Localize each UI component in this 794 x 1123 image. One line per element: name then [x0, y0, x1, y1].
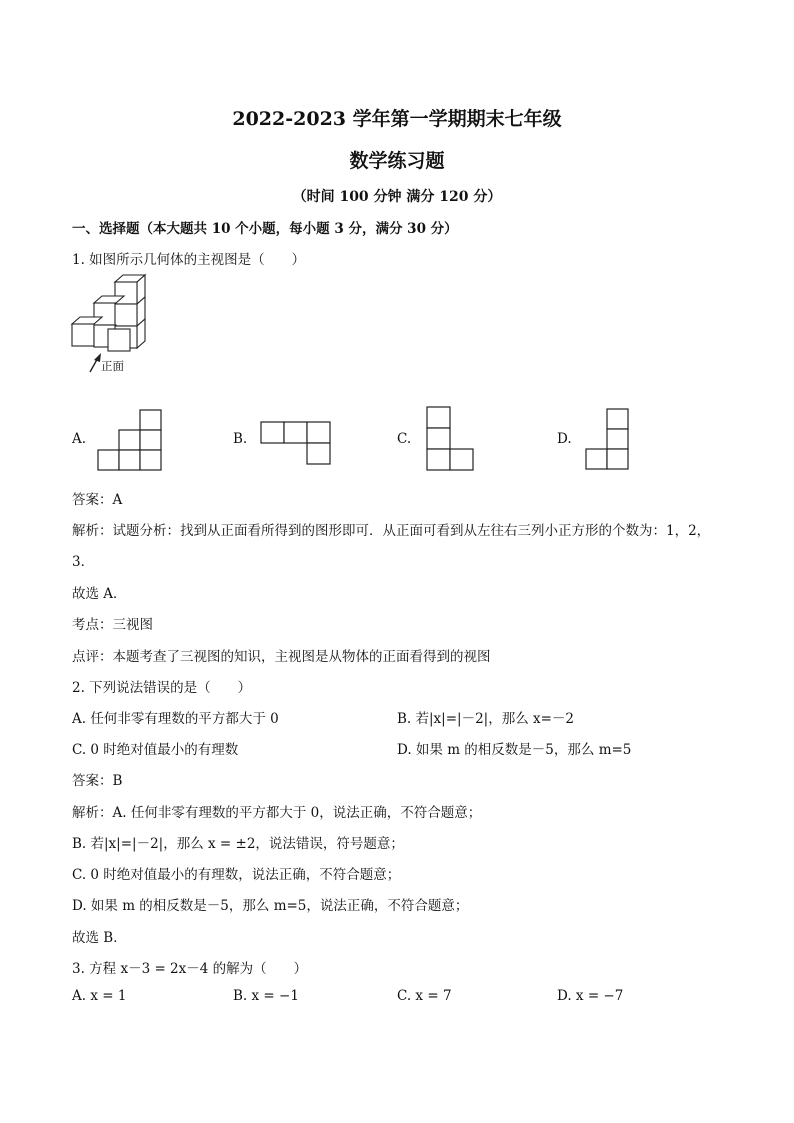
section-heading: 一、选择题（本大题共 10 个小题，每小题 3 分，满分 30 分） [72, 221, 458, 237]
q2-option-c: C. 0 时绝对值最小的有理数 [72, 742, 239, 758]
q1-answer: 答案：A [72, 492, 123, 508]
q1-dianping: 点评：本题考查了三视图的知识，主视图是从物体的正面看得到的视图 [72, 649, 491, 665]
q1-solid-figure [72, 274, 192, 376]
q2-option-a: A. 任何非零有理数的平方都大于 0 [72, 711, 279, 727]
q1-front-label: 正面 [101, 359, 124, 373]
q3-option-b: B. x = −1 [233, 988, 299, 1004]
q1-analysis-line-1: 解析：试题分析：找到从正面看所得到的图形即可．从正面可看到从左往右三列小正方形的个数为：1，2， [72, 523, 711, 539]
q1-kaodian: 考点：三视图 [72, 617, 153, 633]
page-subtitle: 数学练习题 [349, 150, 445, 172]
q1-option-d-label: D. [557, 431, 572, 447]
q1-option-c-figure [425, 406, 477, 472]
q3-option-a: A. x = 1 [72, 988, 127, 1004]
q1-option-a-figure [96, 409, 164, 471]
q3-option-c: C. x = 7 [397, 988, 452, 1004]
q3-option-d: D. x = −7 [557, 988, 624, 1004]
q2-option-b: B. 若|x|=|－2|，那么 x=－2 [397, 711, 575, 727]
q1-choice: 故选 A． [72, 586, 127, 602]
q1-option-d-figure [584, 408, 632, 470]
q2-analysis-a: 解析：A. 任何非零有理数的平方都大于 0，说法正确，不符合题意； [72, 805, 482, 821]
q1-stem: 1. 如图所示几何体的主视图是（ ） [72, 252, 306, 268]
exam-info: （时间 100 分钟 满分 120 分） [292, 189, 502, 205]
q1-option-a-label: A. [72, 431, 87, 447]
page-title: 2022-2023 学年第一学期期末七年级 [232, 108, 562, 130]
q1-option-c-label: C. [397, 431, 412, 447]
q2-analysis-c: C. 0 时绝对值最小的有理数，说法正确，不符合题意； [72, 867, 401, 883]
q2-option-d: D. 如果 m 的相反数是－5，那么 m=5 [397, 742, 632, 758]
q2-analysis-d: D. 如果 m 的相反数是－5，那么 m=5，说法正确，不符合题意； [72, 898, 469, 914]
q2-stem: 2. 下列说法错误的是（ ） [72, 680, 252, 696]
q2-analysis-b: B. 若|x|=|－2|，那么 x = ±2，说法错误，符号题意； [72, 836, 404, 852]
q1-analysis-line-2: 3． [72, 554, 95, 570]
q2-choice: 故选 B． [72, 930, 127, 946]
q2-answer: 答案：B [72, 773, 123, 789]
q1-option-b-label: B. [233, 431, 248, 447]
q1-option-b-figure [259, 420, 334, 466]
q3-stem: 3. 方程 x－3 = 2x－4 的解为（ ） [72, 961, 308, 977]
